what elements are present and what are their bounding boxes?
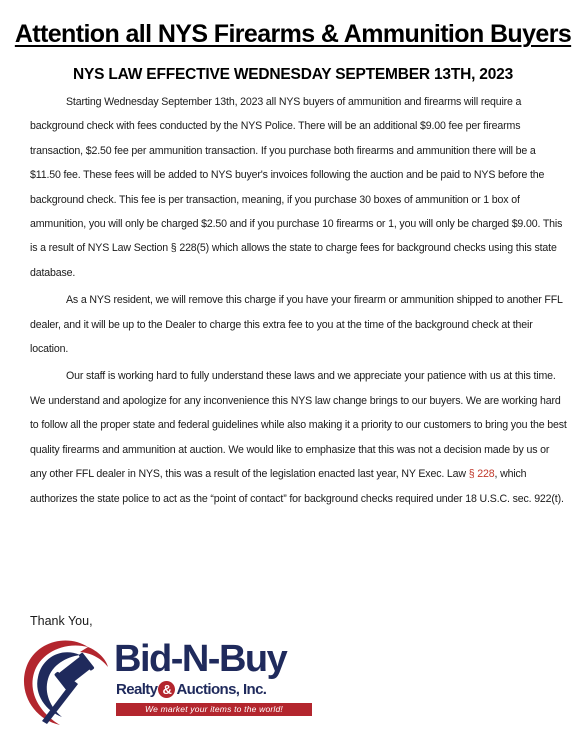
law-section-link[interactable]: § 228 (468, 468, 495, 481)
paragraph-fees: Starting Wednesday September 13th, 2023 all NYS buyers of ammunition and firearms will require a background check with fees conducted by the NYS Police. There will be an additional $9.00 fee per firearms transaction, $2.50 fee per ammunition transaction. If you purchase both firearms and ammunition there will be a $11.50 fee. These fees will be added to NYS buyer's invoices following the auction and be paid to NYS before the background check. This fee is per transaction, meaning, if you purchase 30 boxes of ammunition or 1 box of ammunition, you will only be charged $2.50 and if you purchase 10 firearms or 1, you will only be charged $9.00. This is a result of NYS Law Section § 228(5) which allows the state to charge fees for background checks using this state database. (30, 96, 563, 279)
paragraph-ffl-shipping: As a NYS resident, we will remove this charge if you have your firearm or ammunition shipped to another FFL dealer, and it will be up to the Dealer to charge this extra fee to you at the time of the background check at their location. (30, 294, 563, 356)
page-title: Attention all NYS Firearms & Ammunition Buyers (14, 20, 572, 48)
notice-body (30, 90, 568, 514)
logo-tagline: We market your items to the world! (116, 703, 312, 716)
paragraph-staff-text-start: Our staff is working hard to fully understand these laws and we appreciate your patience with us at this time. We understand and apologize for any inconvenience this NYS law change brings to our buyers. We are working hard to follow all the proper state and federal guidelines while also making it a priority to our customers to bring you the best quality firearms and ammunition at auction. We would like to emphasize that this was not a decision made by us or any other FFL dealer in NYS, this was a result of the legislation enacted last year, NY Exec. Law (30, 370, 567, 481)
paragraph-staff-text-end: , which authorizes the state police to act as the “point of contact” for background checks required under 18 U.S.C. sec. 922(t). (30, 468, 564, 505)
gavel-icon (18, 633, 118, 729)
page-subtitle: NYS LAW EFFECTIVE WEDNESDAY SEPTEMBER 13TH, 2023 (72, 66, 513, 83)
paragraph-staff-notice (30, 364, 568, 510)
logo-sub-auctions: Auctions, Inc. (176, 681, 267, 698)
closing-thank-you: Thank You, (30, 614, 93, 628)
company-logo (18, 633, 318, 729)
logo-sub-realty: Realty (116, 681, 158, 698)
logo-ampersand: & (158, 681, 175, 698)
logo-company-name: Bid-N-Buy (114, 638, 287, 680)
logo-company-subtitle (116, 681, 266, 698)
